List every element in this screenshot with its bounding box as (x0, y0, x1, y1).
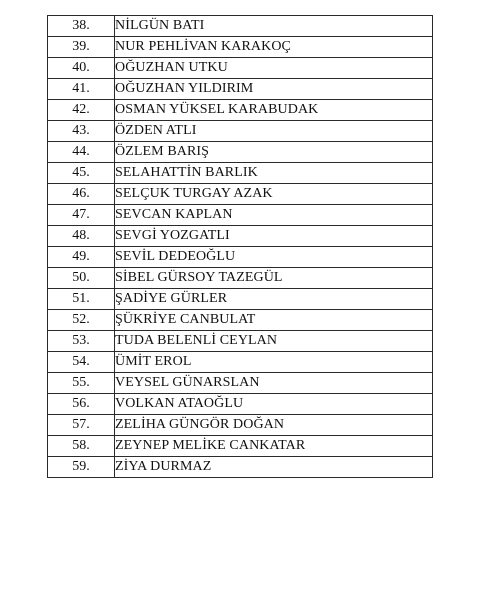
row-number: 56. (48, 394, 115, 415)
row-number: 48. (48, 226, 115, 247)
table-row (48, 16, 433, 37)
row-name: ZEYNEP MELİKE CANKATAR (115, 436, 433, 457)
row-number: 58. (48, 436, 115, 457)
table-row (48, 331, 433, 352)
table-row (48, 142, 433, 163)
row-number: 42. (48, 100, 115, 121)
row-name: SEVİL DEDEOĞLU (115, 247, 433, 268)
row-name: SELAHATTİN BARLIK (115, 163, 433, 184)
row-name: SELÇUK TURGAY AZAK (115, 184, 433, 205)
table-row (48, 226, 433, 247)
row-number: 53. (48, 331, 115, 352)
row-name: ÖZDEN ATLI (115, 121, 433, 142)
row-name: OSMAN YÜKSEL KARABUDAK (115, 100, 433, 121)
row-name: SEVCAN KAPLAN (115, 205, 433, 226)
table-row (48, 37, 433, 58)
row-number: 59. (48, 457, 115, 478)
table-row (48, 394, 433, 415)
row-name: VEYSEL GÜNARSLAN (115, 373, 433, 394)
table-row (48, 457, 433, 478)
table-row (48, 415, 433, 436)
row-number: 54. (48, 352, 115, 373)
row-number: 47. (48, 205, 115, 226)
row-name: SİBEL GÜRSOY TAZEGÜL (115, 268, 433, 289)
row-name: ZELİHA GÜNGÖR DOĞAN (115, 415, 433, 436)
table-row (48, 79, 433, 100)
row-number: 46. (48, 184, 115, 205)
table-row (48, 163, 433, 184)
row-number: 51. (48, 289, 115, 310)
table-row (48, 289, 433, 310)
row-name: ÖZLEM BARIŞ (115, 142, 433, 163)
table-row (48, 373, 433, 394)
row-number: 52. (48, 310, 115, 331)
table-row (48, 436, 433, 457)
row-name: SEVGİ YOZGATLI (115, 226, 433, 247)
table-row (48, 352, 433, 373)
row-name: ÜMİT EROL (115, 352, 433, 373)
row-number: 50. (48, 268, 115, 289)
row-number: 39. (48, 37, 115, 58)
row-name: ŞÜKRİYE CANBULAT (115, 310, 433, 331)
table-row (48, 310, 433, 331)
row-name: NİLGÜN BATI (115, 16, 433, 37)
table-row (48, 58, 433, 79)
row-number: 45. (48, 163, 115, 184)
row-name: OĞUZHAN YILDIRIM (115, 79, 433, 100)
table-row (48, 268, 433, 289)
name-list-table (47, 15, 433, 478)
table-row (48, 121, 433, 142)
row-name: ŞADİYE GÜRLER (115, 289, 433, 310)
row-number: 41. (48, 79, 115, 100)
row-number: 40. (48, 58, 115, 79)
row-number: 49. (48, 247, 115, 268)
row-name: VOLKAN ATAOĞLU (115, 394, 433, 415)
row-name: ZİYA DURMAZ (115, 457, 433, 478)
table-row (48, 247, 433, 268)
name-list-body (48, 16, 433, 478)
table-row (48, 205, 433, 226)
row-number: 44. (48, 142, 115, 163)
table-row (48, 100, 433, 121)
row-number: 43. (48, 121, 115, 142)
row-number: 57. (48, 415, 115, 436)
row-number: 38. (48, 16, 115, 37)
row-name: OĞUZHAN UTKU (115, 58, 433, 79)
row-name: NUR PEHLİVAN KARAKOÇ (115, 37, 433, 58)
row-number: 55. (48, 373, 115, 394)
table-row (48, 184, 433, 205)
row-name: TUDA BELENLİ CEYLAN (115, 331, 433, 352)
